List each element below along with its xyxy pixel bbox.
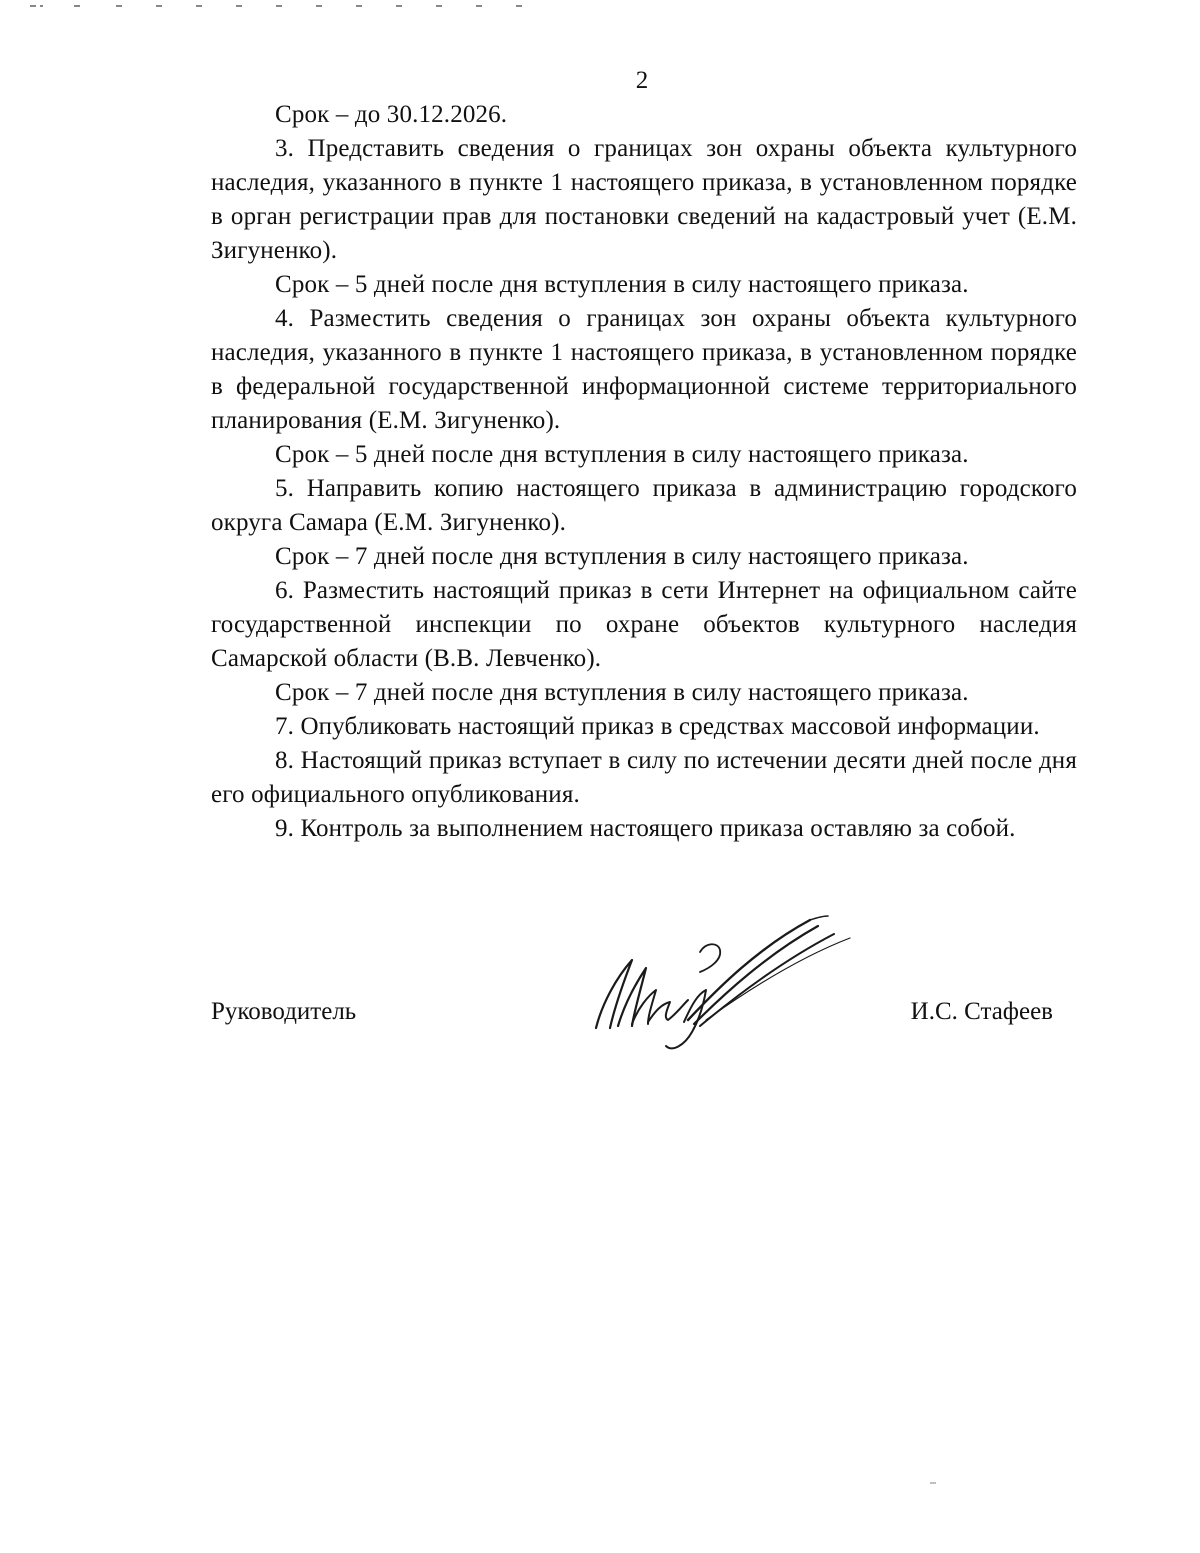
document-body [211, 98, 1077, 846]
item-5-paragraph: 5. Направить копию настоящего приказа в администрацию городского округа Самара (Е.М. Зигуненко). [211, 475, 1077, 536]
position-title: Руководитель [211, 998, 357, 1025]
item-7-paragraph: 7. Опубликовать настоящий приказ в средствах массовой информации. [275, 713, 1040, 740]
deadline-paragraph: Срок – 7 дней после дня вступления в силу настоящего приказа. [275, 543, 969, 570]
deadline-paragraph: Срок – 7 дней после дня вступления в силу настоящего приказа. [275, 679, 969, 706]
item-8-paragraph: 8. Настоящий приказ вступает в силу по истечении десяти дней после дня его официального опубликования. [211, 747, 1077, 808]
deadline-paragraph: Срок – до 30.12.2026. [275, 101, 508, 128]
scan-artifact-dashes [30, 0, 530, 8]
page-number: 2 [635, 67, 649, 94]
deadline-paragraph: Срок – 5 дней после дня вступления в силу настоящего приказа. [275, 441, 969, 468]
signer-name: И.С. Стафеев [910, 998, 1053, 1025]
scan-artifact-mark [930, 1482, 936, 1484]
item-6-paragraph: 6. Разместить настоящий приказ в сети Интернет на официальном сайте государственной инспекции по охране объектов культурного наследия Самарской области (В.В. Левченко). [211, 577, 1077, 672]
item-9-paragraph: 9. Контроль за выполнением настоящего приказа оставляю за собой. [275, 815, 1016, 842]
handwritten-signature [588, 908, 858, 1053]
deadline-paragraph: Срок – 5 дней после дня вступления в силу настоящего приказа. [275, 271, 969, 298]
item-3-paragraph: 3. Представить сведения о границах зон охраны объекта культурного наследия, указанного в пункте 1 настоящего приказа, в установленном порядке в орган регистрации прав для постановки сведений на кадастровый учет (Е.М. Зигуненко). [211, 135, 1077, 264]
item-4-paragraph: 4. Разместить сведения о границах зон охраны объекта культурного наследия, указанного в пункте 1 настоящего приказа, в установленном порядке в федеральной государственной информационной системе территориального планирования (Е.М. Зигуненко). [211, 305, 1077, 434]
